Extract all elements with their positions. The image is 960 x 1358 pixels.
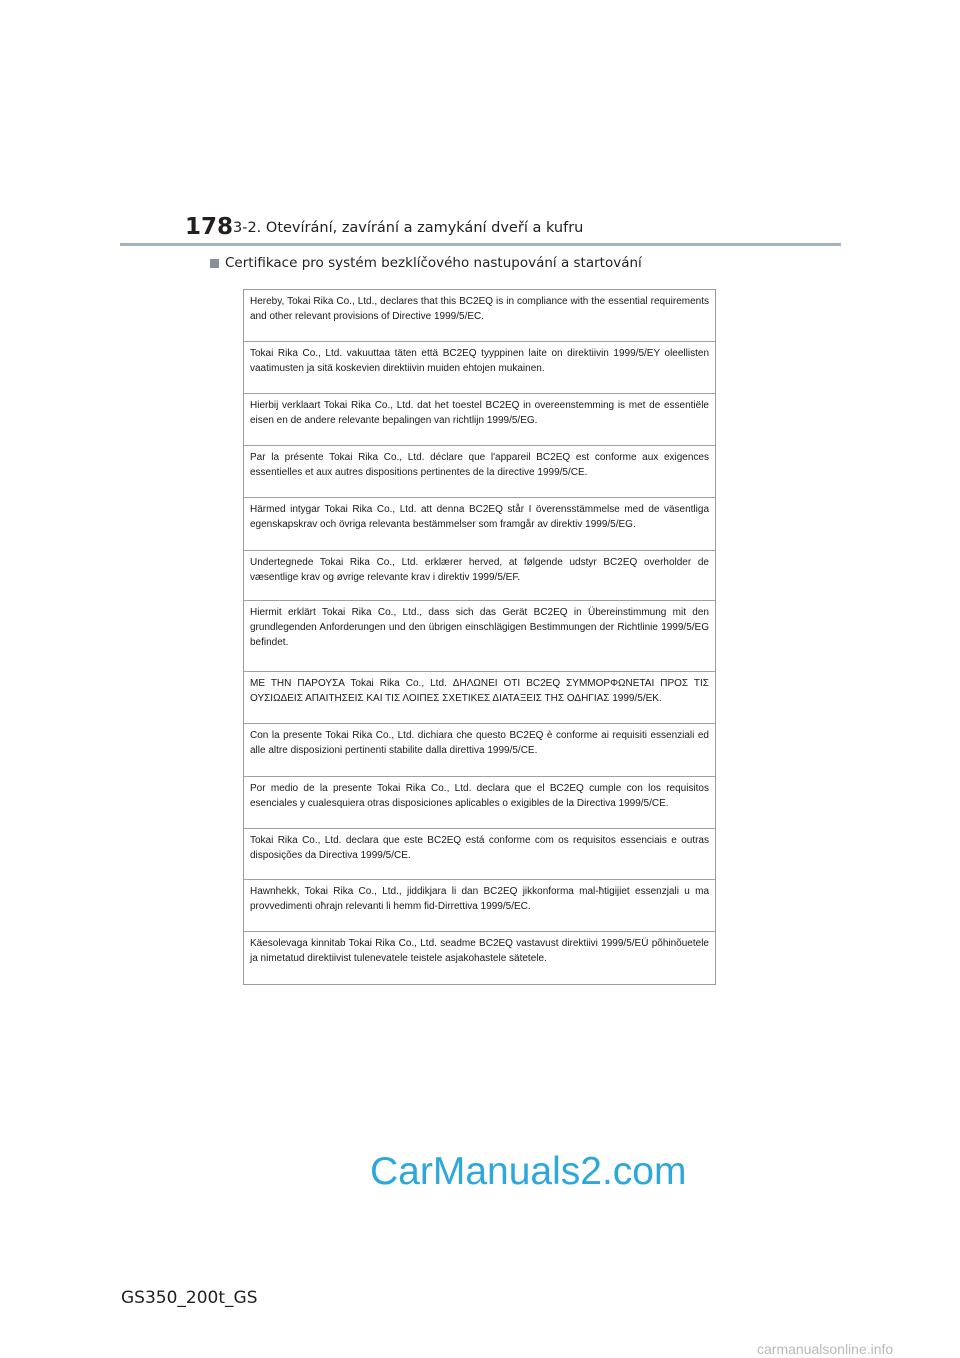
declaration-row-es: Por medio de la presente Tokai Rika Co., Ltd. declara que el BC2EQ cumple con los requisitos esenciales y cualesquiera otras disposiciones aplicables o exigibles de la Directiva 1999/5/CE. <box>244 777 715 829</box>
header-rule <box>120 243 841 246</box>
declaration-row-et: Käesolevaga kinnitab Tokai Rika Co., Ltd. seadme BC2EQ vastavust direktiivi 1999/5/EÜ põhinõuetele ja nimetatud direktiivist tulenevatele teistele asjakohastele sätetele. <box>250 938 709 964</box>
declaration-row-pt: Tokai Rika Co., Ltd. declara que este BC2EQ está conforme com os requisitos essenciais e outras disposições da Directiva 1999/5/CE. <box>244 829 715 880</box>
footer-site-link[interactable]: carmanualsonline.info <box>757 1341 894 1357</box>
declaration-row-el: ΜΕ ΤΗΝ ΠΑΡΟΥΣΑ Tokai Rika Co., Ltd. ΔΗΛΩΝΕΙ ΟΤΙ BC2EQ ΣΥΜΜΟΡΦΩΝΕΤΑΙ ΠΡΟΣ ΤΙΣ ΟΥΣΙΩΔΕΙΣ ΑΠΑΙΤΗΣΕΙΣ ΚΑΙ ΤΙΣ ΛΟΙΠΕΣ ΣΧΕΤΙΚΕΣ ΔΙΑΤΑΞΕΙΣ ΤΗΣ ΟΔΗΓΙΑΣ 1999/5/ΕΚ. <box>244 672 715 724</box>
declaration-row-da: Undertegnede Tokai Rika Co., Ltd. erklærer herved, at følgende udstyr BC2EQ overholder de væsentlige krav og øvrige relevante krav i direktiv 1999/5/EF. <box>244 551 715 601</box>
declaration-box <box>243 289 716 985</box>
section-title: 3-2. Otevírání, zavírání a zamykání dveří a kufru <box>233 220 584 236</box>
declaration-row-fr: Par la présente Tokai Rika Co., Ltd. déclare que l'appareil BC2EQ est conforme aux exigences essentielles et aux autres dispositions pertinentes de la directive 1999/5/CE. <box>244 446 715 498</box>
declaration-row-fi: Tokai Rika Co., Ltd. vakuuttaa täten että BC2EQ tyyppinen laite on direktiivin 1999/5/EY oleellisten vaatimusten ja sitä koskevien direktiivin muiden ehtojen mukainen. <box>244 342 715 394</box>
declaration-row-en: Hereby, Tokai Rika Co., Ltd., declares that this BC2EQ is in compliance with the essential requirements and other relevant provisions of Directive 1999/5/EC. <box>244 290 715 342</box>
declaration-row-mt: Hawnhekk, Tokai Rika Co., Ltd., jiddikjara li dan BC2EQ jikkonforma mal-ħtigijiet essenzjali u ma provvedimenti oħrajn relevanti li hemm fid-Dirrettiva 1999/5/EC. <box>244 880 715 932</box>
sub-heading-text: Certifikace pro systém bezklíčového nastupování a startování <box>225 255 642 271</box>
sub-heading <box>210 255 642 271</box>
square-bullet-icon <box>210 259 219 268</box>
declaration-row-sv: Härmed intygar Tokai Rika Co., Ltd. att denna BC2EQ står I överensstämmelse med de väsentliga egenskapskrav och övriga relevanta bestämmelser som framgår av direktiv 1999/5/EG. <box>244 498 715 551</box>
watermark-logo: CarManuals2.com <box>370 1150 687 1193</box>
declaration-row-de: Hiermit erklärt Tokai Rika Co., Ltd., dass sich das Gerät BC2EQ in Übereinstimmung mit den grundlegenden Anforderungen und den übrigen einschlägigen Bestimmungen der Richtlinie 1999/5/EG befindet. <box>244 601 715 672</box>
model-code: GS350_200t_GS <box>121 1288 258 1308</box>
page-number: 178 <box>185 214 234 240</box>
declaration-row-it: Con la presente Tokai Rika Co., Ltd. dichiara che questo BC2EQ è conforme ai requisiti essenziali ed alle altre disposizioni pertinenti stabilite dalla direttiva 1999/5/CE. <box>244 724 715 777</box>
declaration-row-nl: Hierbij verklaart Tokai Rika Co., Ltd. dat het toestel BC2EQ in overeenstemming is met de essentiële eisen en de andere relevante bepalingen van richtlijn 1999/5/EG. <box>244 394 715 446</box>
